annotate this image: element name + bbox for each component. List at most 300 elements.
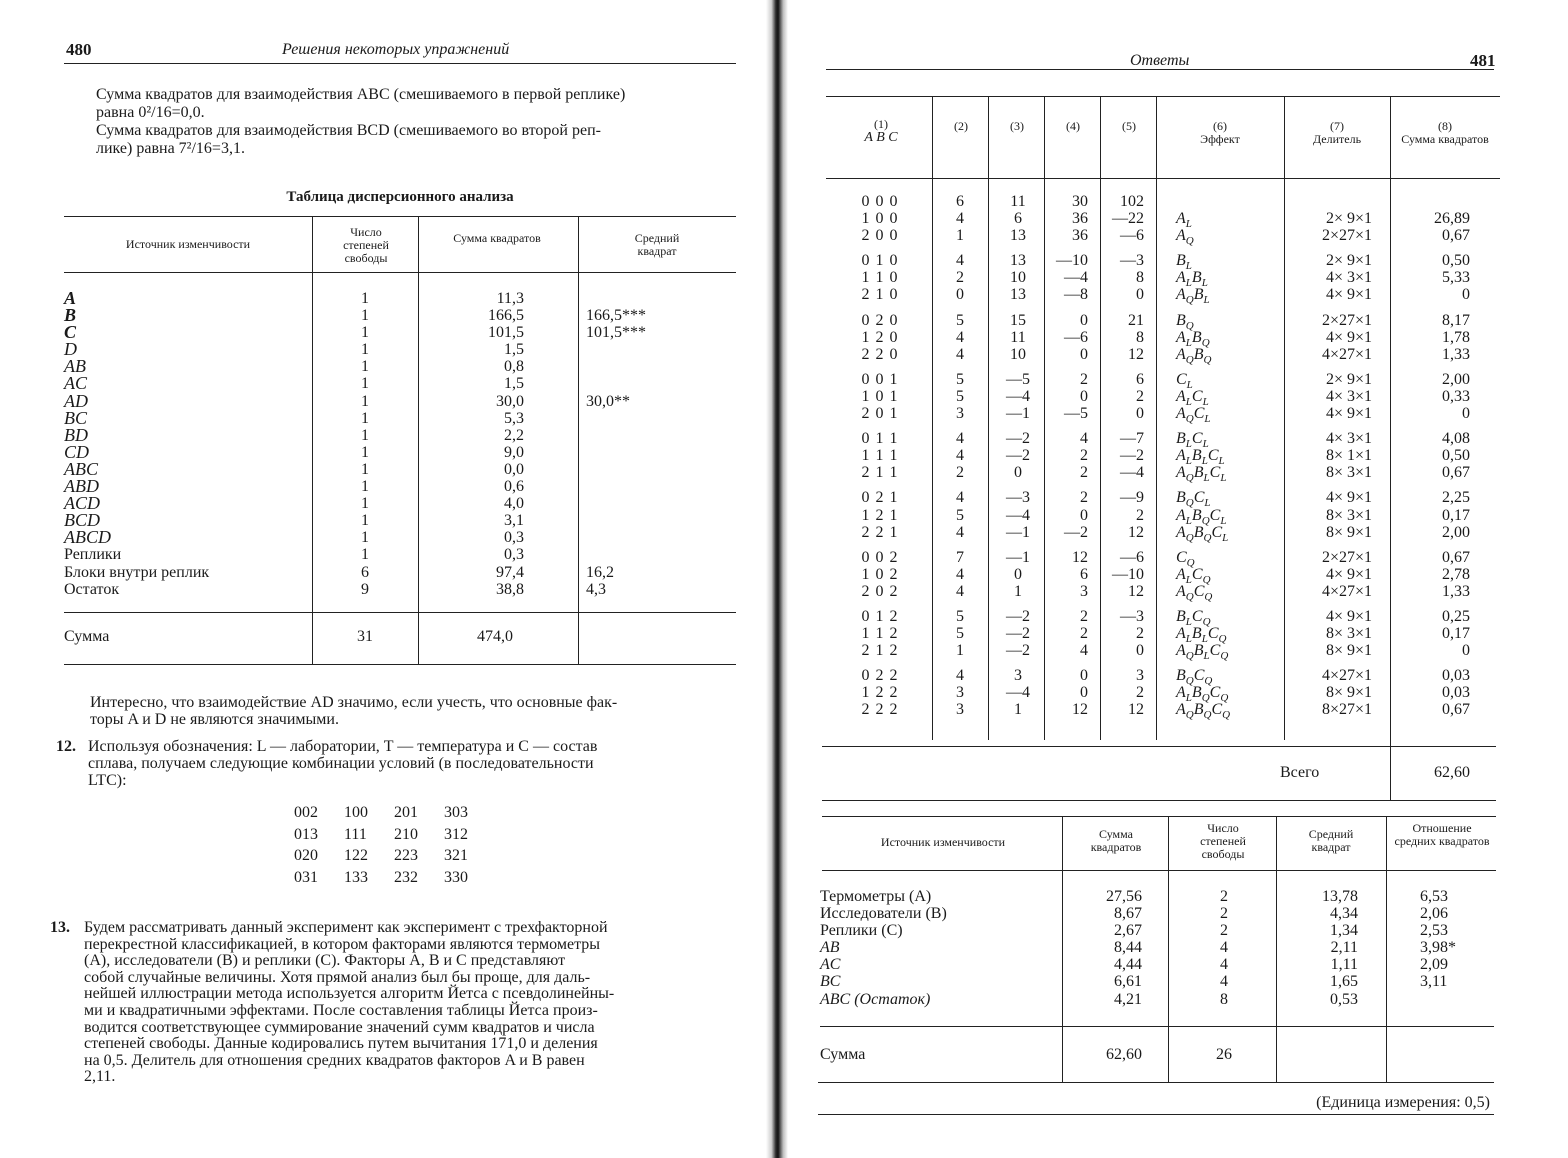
yates-cell-ss: 0,50 <box>1442 447 1470 465</box>
anova2-foot-rule <box>818 1114 1494 1115</box>
yates-cell-effect: $C_Q$ <box>1176 548 1195 569</box>
yates-total-label: Всего <box>1280 764 1320 781</box>
header-ms: Средний квадрат <box>634 231 680 258</box>
yates-cell-abc: 1 0 2 <box>861 565 899 583</box>
yates-cell-c3: —1 <box>1006 548 1030 566</box>
combo-cell: 031 <box>294 868 318 886</box>
combo-cell: 312 <box>444 825 468 843</box>
anova-ms-cell: 101,5*** <box>586 324 646 342</box>
combo-cell: 232 <box>394 868 418 886</box>
yates-cell-c4: 12 <box>1072 548 1088 566</box>
yates-cell-c2: 6 <box>956 193 964 210</box>
yates-h3: (3) <box>1010 119 1024 133</box>
yates-cell-c2: 7 <box>956 548 964 566</box>
anova2-ss-cell: 4,44 <box>1114 956 1142 974</box>
anova-df-cell: 1 <box>361 375 369 393</box>
yates-cell-divisor: 2×27×1 <box>1321 311 1372 329</box>
yates-cell-c3: 10 <box>1010 269 1026 287</box>
anova-df-cell: 1 <box>361 478 369 496</box>
anova-ss-cell: 30,0 <box>496 392 524 410</box>
anova2-ratio-cell: 2,53 <box>1420 922 1448 940</box>
anova-source-cell: AB <box>64 356 86 377</box>
yates-cell-c4: —5 <box>1064 405 1088 423</box>
yates-cell-divisor: 4× 9×1 <box>1325 489 1372 507</box>
yates-cell-abc: 2 0 1 <box>861 405 899 423</box>
combo-cell: 201 <box>394 804 418 821</box>
anova2-h-df: Число степеней свободы <box>1200 821 1246 861</box>
yates-cell-ss: 0,67 <box>1442 464 1470 482</box>
anova-df-cell: 1 <box>361 546 369 564</box>
yates-cell-ss: 8,17 <box>1442 311 1470 329</box>
yates-cell-abc: 0 0 0 <box>861 193 899 210</box>
anova-ss-cell: 4,0 <box>504 495 524 513</box>
header-df: Число степеней свободы <box>343 225 389 265</box>
yates-h8-num: (8) <box>1438 119 1452 133</box>
yates-cell-c3: 0 <box>1014 464 1022 482</box>
yates-cell-c5: 0 <box>1136 642 1144 660</box>
header-source: Источник изменчивости <box>125 237 251 251</box>
combo-cell: 100 <box>344 804 368 821</box>
table-sum-rule <box>64 612 736 613</box>
anova2-total-ss: 62,60 <box>1106 1046 1142 1063</box>
yates-cell-divisor: 4×27×1 <box>1321 582 1372 600</box>
yates-cell-c3: 1 <box>1014 701 1022 719</box>
anova2-df-cell: 2 <box>1220 905 1228 923</box>
yates-cell-c2: 4 <box>956 447 964 465</box>
yates-cell-c2: 4 <box>956 210 964 228</box>
left-running-title: Решения некоторых упражнений <box>282 41 510 58</box>
table-bottom-rule <box>64 664 736 665</box>
yates-cell-c2: 3 <box>956 684 964 702</box>
yates-cell-divisor: 4× 9×1 <box>1325 286 1372 304</box>
yates-cell-ss: 26,89 <box>1434 210 1470 228</box>
yates-cell-c2: 4 <box>956 252 964 270</box>
yates-cell-c2: 5 <box>956 625 964 643</box>
yates-cell-divisor: 4× 3×1 <box>1325 387 1372 405</box>
combo-row <box>294 847 494 869</box>
yates-cell-c5: 0 <box>1136 405 1144 423</box>
yates-cell-c2: 2 <box>956 464 964 482</box>
yates-cell-ss: 4,08 <box>1442 430 1470 448</box>
yates-cell-divisor: 8× 3×1 <box>1325 464 1372 482</box>
yates-cell-c5: —3 <box>1120 607 1144 625</box>
exercise-13-text <box>84 920 736 1086</box>
anova2-source-cell: AB <box>820 939 840 957</box>
combo-cell: 122 <box>344 847 368 864</box>
yates-cell-c5: 102 <box>1120 193 1144 210</box>
anova-ss-cell: 0,0 <box>504 460 524 478</box>
yates-cell-c5: 2 <box>1136 684 1144 702</box>
anova2-source-cell: Термометры (A) <box>820 888 932 905</box>
combo-row <box>294 826 494 848</box>
yates-total-value: 62,60 <box>1434 764 1470 781</box>
anova-df-cell: 1 <box>361 307 369 325</box>
yates-cell-c2: 5 <box>956 370 964 388</box>
anova2-df-cell: 4 <box>1220 956 1228 974</box>
anova-ss-cell: 2,2 <box>504 426 524 444</box>
anova-ss-column <box>440 290 524 598</box>
yates-cell-ss: 0,03 <box>1442 667 1470 685</box>
yates-cell-abc: 0 2 1 <box>861 489 899 507</box>
anova2-h-ratio: Отношение средних квадратов <box>1394 821 1490 848</box>
yates-cell-abc: 2 1 1 <box>861 464 899 482</box>
combo-cell: 020 <box>294 847 318 864</box>
anova2-ms-cell: 0,53 <box>1330 990 1358 1008</box>
yates-cell-effect: $A_QB_QC_L$ <box>1176 523 1229 544</box>
anova-source-cell: B <box>64 305 77 326</box>
yates-cell-abc: 1 0 1 <box>861 387 899 405</box>
right-page <box>790 0 1568 1158</box>
yates-cell-c4: 0 <box>1080 345 1088 363</box>
ex12-line: Используя обозначения: L — лаборатории, T — температура и C — состав <box>88 738 598 755</box>
yates-cell-c4: 36 <box>1072 210 1088 228</box>
anova-source-cell: ABCD <box>64 527 111 548</box>
anova2-top-rule <box>822 816 1496 817</box>
yates-cell-c3: —2 <box>1006 642 1030 660</box>
combo-cell: 002 <box>294 804 318 821</box>
yates-cell-abc: 2 0 2 <box>861 582 899 600</box>
yates-cell-c2: 5 <box>956 506 964 524</box>
anova2-ratio-cell: 3,98* <box>1420 939 1456 957</box>
anova2-df-cell: 4 <box>1220 939 1228 957</box>
anova2-ratio-column <box>1420 888 1490 1008</box>
yates-cell-effect: $C_L$ <box>1176 370 1193 392</box>
anova-source-cell: AC <box>64 373 88 394</box>
anova2-source-cell: Реплики (C) <box>820 922 903 940</box>
yates-cell-ss: 0,17 <box>1442 506 1470 524</box>
anova-ms-cell <box>586 375 692 392</box>
yates-cell-c4: —6 <box>1064 328 1088 346</box>
yates-cell-effect: $A_LB_L$ <box>1176 269 1208 290</box>
yates-cell-effect: $B_Q$ <box>1176 311 1194 332</box>
yates-cell-effect: $A_Q$ <box>1176 227 1194 248</box>
col-divider <box>312 216 313 664</box>
yates-cell-ss: 2,78 <box>1442 565 1470 583</box>
anova2-ratio-cell: 6,53 <box>1420 888 1448 905</box>
anova-ms-cell: 4,3 <box>586 580 606 598</box>
yates-cell-c4: 2 <box>1080 447 1088 465</box>
yates-cell-divisor: 4× 9×1 <box>1325 565 1372 583</box>
yates-cell-effect: $A_LC_L$ <box>1176 387 1209 409</box>
anova2-source-cell: BC <box>820 973 841 991</box>
anova-source-column <box>64 290 304 598</box>
anova-ms-cell <box>586 512 692 529</box>
left-page <box>0 0 770 1158</box>
combination-grid <box>294 804 494 890</box>
yates-cell-c4: 2 <box>1080 625 1088 643</box>
yates-cell-effect: $A_LB_QC_L$ <box>1176 506 1227 527</box>
anova2-ss-column <box>1066 888 1142 1008</box>
exercise-12-text <box>88 738 736 789</box>
yates-cell-c5: 12 <box>1128 582 1144 600</box>
yates-cell-c4: 4 <box>1080 642 1088 660</box>
right-running-title: Ответы <box>1130 52 1190 69</box>
yates-cell-c5: —4 <box>1120 464 1144 482</box>
intro-line: лике) равна 7²/16=3,1. <box>96 140 245 157</box>
anova2-source-cell: AC <box>820 956 841 974</box>
yates-cell-abc: 0 0 1 <box>861 370 899 388</box>
anova-source-cell: ABD <box>64 476 99 497</box>
anova-source-cell: A <box>64 288 77 308</box>
yates-cell-c3: 10 <box>1010 345 1026 363</box>
anova2-df-cell: 4 <box>1220 973 1228 991</box>
anova-source-cell: Блоки внутри реплик <box>64 563 210 581</box>
yates-cell-ss: 2,00 <box>1442 523 1470 541</box>
anova-ms-cell <box>586 444 692 461</box>
anova-ss-cell: 0,3 <box>504 546 524 564</box>
yates-cell-c4: 2 <box>1080 370 1088 388</box>
yates-cell-abc: 2 1 0 <box>861 286 899 304</box>
anova-df-cell: 1 <box>361 324 369 342</box>
yates-cell-c3: 13 <box>1010 286 1026 304</box>
anova-df-cell: 1 <box>361 512 369 530</box>
yates-cell-effect: $A_LC_Q$ <box>1176 565 1211 586</box>
yates-cell-c4: 36 <box>1072 227 1088 245</box>
anova-ms-cell <box>586 546 692 563</box>
anova-df-cell: 6 <box>361 563 369 581</box>
yates-cell-c2: 5 <box>956 387 964 405</box>
anova2-df-column <box>1194 888 1254 1008</box>
combo-cell: 133 <box>344 868 368 886</box>
yates-cell-c2: 5 <box>956 607 964 625</box>
yates-cell-effect: $A_LB_LC_Q$ <box>1176 625 1227 646</box>
yates-h1-letters: A B C <box>864 130 898 145</box>
yates-cell-abc: 1 1 0 <box>861 269 899 287</box>
yates-cell-c5: 8 <box>1136 328 1144 346</box>
anova-ms-cell <box>586 341 692 358</box>
combo-cell: 210 <box>394 825 418 843</box>
note-line: Интересно, что взаимодействие AD значимо, если учесть, что основные фак- <box>90 694 618 711</box>
yates-cell-effect: $A_QB_LC_L$ <box>1176 464 1227 485</box>
anova-source-cell: ACD <box>64 493 100 514</box>
yates-cell-ss: 0,50 <box>1442 252 1470 270</box>
anova2-sum-rule <box>820 1026 1494 1027</box>
yates-cell-effect: $A_LB_QC_Q$ <box>1176 684 1229 705</box>
anova-source-cell: AD <box>64 390 88 411</box>
anova-source-cell: BD <box>64 424 88 445</box>
yates-cell-c5: 2 <box>1136 506 1144 524</box>
intro-line: Сумма квадратов для взаимодействия BCD (смешиваемого во второй реп- <box>96 122 601 139</box>
yates-cell-ss: 2,25 <box>1442 489 1470 507</box>
anova2-table <box>790 0 1568 1158</box>
anova2-df-cell: 8 <box>1220 990 1228 1008</box>
yates-cell-abc: 1 2 0 <box>861 328 899 346</box>
yates-cell-divisor: 8× 9×1 <box>1325 523 1372 541</box>
anova-ss-cell: 11,3 <box>496 290 524 307</box>
anova-ss-cell: 9,0 <box>504 443 524 461</box>
yates-cell-c5: —10 <box>1112 565 1144 583</box>
yates-cell-c5: 12 <box>1128 701 1144 719</box>
yates-cell-ss: 0,67 <box>1442 701 1470 719</box>
yates-cell-c2: 4 <box>956 345 964 363</box>
anova2-ratio-cell <box>1420 991 1490 1008</box>
anova2-ms-cell: 4,34 <box>1330 905 1358 923</box>
yates-cell-abc: 1 1 2 <box>861 625 899 643</box>
yates-cell-c4: —4 <box>1064 269 1088 287</box>
yates-cell-c2: 3 <box>956 405 964 423</box>
anova2-ss-cell: 4,21 <box>1114 990 1142 1008</box>
footnote: (Единица измерения: 0,5) <box>1316 1094 1490 1111</box>
yates-cell-effect: $B_LC_Q$ <box>1176 607 1211 629</box>
yates-cell-c5: 12 <box>1128 523 1144 541</box>
yates-cell-abc: 0 1 0 <box>861 252 899 270</box>
yates-cell-c4: —2 <box>1064 523 1088 541</box>
anova-df-cell: 1 <box>361 443 369 461</box>
anova2-source-column <box>820 888 1060 1008</box>
yates-h2: (2) <box>954 119 968 133</box>
combo-cell: 303 <box>444 804 468 821</box>
anova2-source-cell: Исследователи (B) <box>820 905 947 923</box>
yates-cell-ss: 1,33 <box>1442 582 1470 600</box>
anova-ss-cell: 0,8 <box>504 358 524 376</box>
ex13-line: нейшей иллюстрации метода используется алгоритм Йетса с псевдолинейны- <box>84 985 615 1003</box>
yates-cell-divisor: 4× 3×1 <box>1325 269 1372 287</box>
yates-cell-c3: —3 <box>1006 489 1030 507</box>
col-divider <box>1168 816 1169 1082</box>
yates-cell-divisor: 4×27×1 <box>1321 667 1372 685</box>
anova-df-cell: 1 <box>361 495 369 513</box>
anova-source-cell: ABC <box>64 458 98 479</box>
yates-cell-ss: 0 <box>1462 286 1470 304</box>
anova-total-ss: 474,0 <box>477 628 513 645</box>
ex13-line: ми и квадратичными эффектами. После составления таблицы Йетса произ- <box>84 1001 598 1019</box>
yates-cell-c4: 0 <box>1080 311 1088 329</box>
yates-cell-c3: —2 <box>1006 430 1030 448</box>
ex12-line: LTC): <box>88 772 127 789</box>
yates-cell-c3: 15 <box>1010 311 1026 329</box>
anova2-ms-cell: 1,34 <box>1330 922 1358 940</box>
anova-ss-cell: 1,5 <box>504 341 524 359</box>
anova-ss-cell: 38,8 <box>496 580 524 598</box>
yates-cell-ss: 0,67 <box>1442 548 1470 566</box>
yates-cell-effect: $A_LB_Q$ <box>1176 328 1210 349</box>
anova-total-df: 31 <box>357 628 373 645</box>
book-spine <box>766 0 788 1158</box>
yates-cell-divisor: 2×27×1 <box>1321 548 1372 566</box>
yates-cell-ss: 0,17 <box>1442 625 1470 643</box>
yates-cell-divisor: 8× 9×1 <box>1325 684 1372 702</box>
yates-cell-abc: 2 2 0 <box>861 345 899 363</box>
anova2-ms-cell: 1,11 <box>1330 956 1358 974</box>
yates-cell-c2: 4 <box>956 667 964 685</box>
intro-line: равна 0²/16=0,0. <box>96 104 205 121</box>
yates-cell-c3: —4 <box>1006 684 1030 702</box>
yates-cell-effect: $B_L$ <box>1176 252 1192 273</box>
yates-cell-effect: $A_QB_Q$ <box>1176 345 1212 366</box>
yates-cell-divisor: 2× 9×1 <box>1325 210 1372 228</box>
anova2-ss-cell: 6,61 <box>1114 973 1142 991</box>
yates-cell-effect: $A_QC_Q$ <box>1176 582 1213 604</box>
yates-h8-label: Сумма квадратов <box>1401 132 1489 146</box>
anova-ms-column <box>586 290 692 598</box>
yates-cell-c5: 0 <box>1136 286 1144 304</box>
anova-source-cell: Реплики <box>64 546 122 564</box>
table-header-rule <box>64 272 736 273</box>
yates-cell-c4: 0 <box>1080 684 1088 702</box>
yates-cell-c4: —8 <box>1064 286 1088 304</box>
anova-df-cell: 1 <box>361 426 369 444</box>
yates-cell-divisor: 8×27×1 <box>1321 701 1372 719</box>
ex13-line: на 0,5. Делитель для отношения средних квадратов факторов A и B равен <box>84 1051 585 1069</box>
yates-cell-c5: —6 <box>1120 548 1144 566</box>
anova2-ms-column <box>1284 888 1358 1008</box>
yates-cell-effect: $A_LB_LC_L$ <box>1176 447 1225 468</box>
anova2-ratio-cell: 2,09 <box>1420 956 1448 974</box>
anova-ss-cell: 101,5 <box>488 324 524 342</box>
yates-cell-c4: 4 <box>1080 430 1088 448</box>
anova-ms-cell <box>586 290 692 307</box>
yates-cell-c2: 3 <box>956 701 964 719</box>
anova-source-cell: C <box>64 322 77 343</box>
anova2-h-ms: Средний квадрат <box>1308 827 1354 854</box>
ex13-line: водится соответствующее суммирование значений сумм квадратов и числа <box>84 1018 595 1036</box>
yates-cell-abc: 1 2 1 <box>861 506 899 524</box>
yates-cell-c5: 3 <box>1136 667 1144 685</box>
anova2-ratio-cell: 2,06 <box>1420 905 1448 923</box>
yates-cell-c4: 6 <box>1080 565 1088 583</box>
combo-cell: 223 <box>394 847 418 864</box>
yates-cell-divisor: 4× 9×1 <box>1325 328 1372 346</box>
yates-cell-divisor: 8× 1×1 <box>1325 447 1372 465</box>
yates-cell-c5: 6 <box>1136 370 1144 388</box>
combo-row <box>294 804 494 826</box>
yates-cell-c5: —2 <box>1120 447 1144 465</box>
col-divider <box>1386 816 1387 1082</box>
yates-cell-c5: 12 <box>1128 345 1144 363</box>
anova-source-cell: D <box>64 339 77 360</box>
yates-cell-c2: 5 <box>956 311 964 329</box>
exercise-13-number: 13. <box>50 919 70 936</box>
anova-ss-cell: 5,3 <box>504 409 524 427</box>
note-line: торы A и D не являются значимыми. <box>90 711 339 728</box>
yates-cell-effect: $A_QB_L$ <box>1176 286 1210 307</box>
anova-ss-cell: 0,3 <box>504 529 524 547</box>
yates-cell-c4: 12 <box>1072 701 1088 719</box>
anova-ms-cell <box>586 410 692 427</box>
anova-df-cell: 1 <box>361 409 369 427</box>
yates-cell-divisor: 2× 9×1 <box>1325 252 1372 270</box>
yates-cell-effect: $B_LC_L$ <box>1176 430 1209 451</box>
yates-cell-abc: 1 1 1 <box>861 447 899 465</box>
yates-cell-effect: $A_QC_L$ <box>1176 405 1211 426</box>
yates-cell-c3: —4 <box>1006 387 1030 405</box>
yates-cell-c4: 0 <box>1080 387 1088 405</box>
ex13-line: степеней свободы. Данные кодировались путем вычитания 171,0 и деления <box>84 1035 598 1053</box>
yates-cell-abc: 1 0 0 <box>861 210 899 228</box>
yates-cell-c3: 3 <box>1014 667 1022 685</box>
yates-cell-c5: 21 <box>1128 311 1144 329</box>
yates-cell-c4: 3 <box>1080 582 1088 600</box>
yates-cell-ss: 1,33 <box>1442 345 1470 363</box>
yates-cell-effect: $A_QB_LC_Q$ <box>1176 642 1229 663</box>
yates-cell-c3: —1 <box>1006 405 1030 423</box>
yates-cell-abc: 0 2 0 <box>861 311 899 329</box>
yates-cell-effect: $B_QC_L$ <box>1176 489 1211 510</box>
yates-cell-c4: 0 <box>1080 667 1088 685</box>
yates-cell-c5: —7 <box>1120 430 1144 448</box>
ex12-line: сплава, получаем следующие комбинации условий (в последовательности <box>88 755 594 772</box>
yates-h5: (5) <box>1122 119 1136 133</box>
anova-ms-cell: 30,0** <box>586 392 630 410</box>
yates-cell-c2: 4 <box>956 430 964 448</box>
yates-cell-c3: 13 <box>1010 252 1026 270</box>
yates-cell-c5: —22 <box>1112 210 1144 228</box>
anova-caption: Таблица дисперсионного анализа <box>286 189 514 205</box>
anova-ms-cell <box>586 529 692 546</box>
yates-cell-ss: 0 <box>1462 642 1470 660</box>
yates-cell-c4: 0 <box>1080 506 1088 524</box>
anova-ms-cell <box>586 427 692 444</box>
